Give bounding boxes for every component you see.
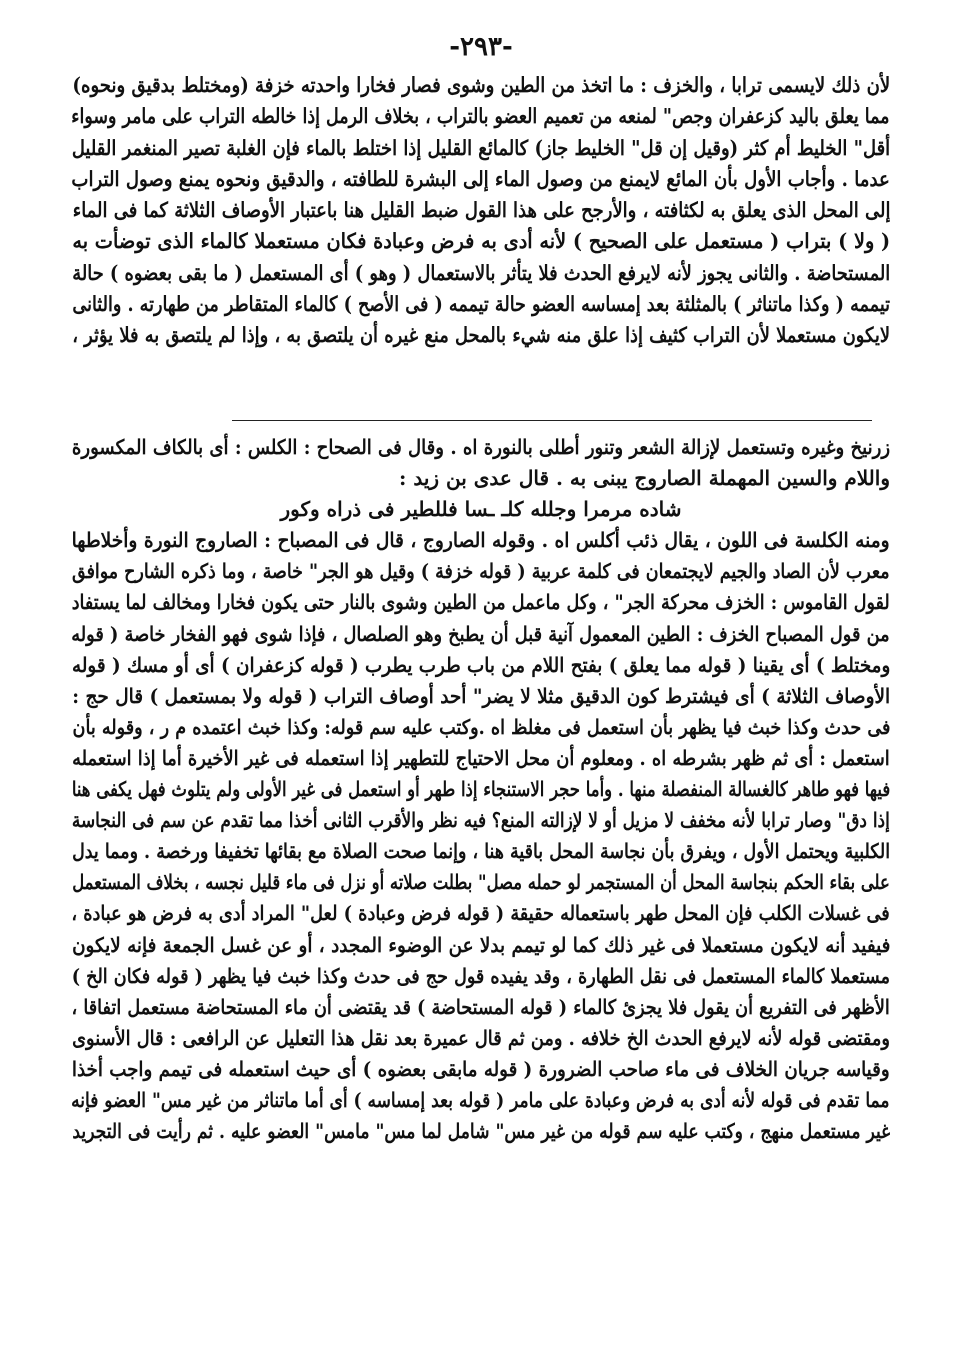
main-text-line: المستحاضة . والثانى يجوز لأنه لايرفع الحدث فلا يتأثر بالاستعمال ( وهو ) أى المستعمل ( ما بقى بعضوه ) حالة	[72, 260, 890, 285]
main-text-line: مما يعلق باليد كزعفران وجص" لمنعه من تعميم العضو بالتراب ، بخلاف الرمل إذا خالطه التراب على مامر وسواء	[72, 104, 890, 129]
main-text-line: أقل" الخليط أم كثر (وقيل إن قل" الخليط جاز) كالمائع القليل إذا اختلط بالماء فإن الغلبة تصير المنغمر القليل	[72, 135, 890, 160]
commentary-line: معرب لأن الصاد والجيم لايجتمعان فى كلمة عربية ( قوله خزفة ) وقيل هو الجر" خاصة ، وما ذكره الشارح موافق	[72, 559, 890, 584]
commentary-text	[72, 432, 890, 1147]
commentary-line: زرنيخ وغيره وتستعمل لإزالة الشعر وتنور أطلى بالنورة اه . وقال فى الصحاح : الكلس : أى بالكاف المكسورة	[72, 435, 890, 459]
commentary-line: ومنه الكلسة فى اللون ، يقال ذئب أكلس اه . وقوله الصاروج ، قال فى المصباح : الصاروج النورة وأخلاطها	[72, 528, 890, 553]
poetry-verse: شاده مرمرا وجلله كلـ ـسا فللطير فى ذراه وكور	[280, 497, 682, 522]
main-text-line: ( ولا ) بتراب ( مستعمل على الصحيح ) لأنه أدى به فرض وعبادة فكان مستعملا كالماء الذى توضأت به	[72, 229, 890, 254]
main-text-line: تيممه ( وكذا ماتناثر ) بالمثلثة بعد إمساسه العضو حالة تيممه ( فى الأصح ) كالماء المتقاطر من طهارته . والثانى	[72, 292, 890, 317]
commentary-line: الأظهر فى التفريع أن يقول فلا يجزئ كالماء ( قوله المستحاضة ) قد يقتضى أن ماء المستحاضة مستعمل اتفاقا ،	[72, 994, 890, 1019]
commentary-line: واللام والسين المهملة الصاروج يبنى به . قال عدى بن زيد :	[398, 466, 890, 491]
commentary-line: إذا دق" وصار ترابا لأنه مخفف لا مزيل أو لا لإزالته المنع؟ فيه نظر والأقرب الثانى أخذا مما تقدم عن سم فى النجاسة	[72, 808, 890, 833]
commentary-line: الأوصاف الثلاثة ) أى فيشترط كون الدقيق مثلا لا يضر" أحد أوصاف التراب ( قوله ولا بمستعمل ) قال حج :	[72, 683, 890, 708]
main-text	[72, 70, 890, 352]
commentary-line: الكلبية ويحتمل الأول ، ويفرق بأن نجاسة المحل باقية هنا ، وإنما صحت الصلاة مع بقائها تخفيفا ورخصة . ومما يدل	[72, 839, 890, 864]
commentary-line: من قول المصباح الخزف : الطين المعمول آنية قبل أن يطبخ وهو الصلصال ، فإذا شوى فهو الفخار خاصة ( قوله	[72, 621, 890, 646]
commentary-line: فيها فهو طاهر كالغسالة المنفصلة منها . وأما حجر الاستنجاء إذا طهر أو استعمل فى غير الأولى ولم يتلوث فهل يكفى هنا	[72, 777, 890, 802]
commentary-line: استعمل : أى ثم ظهر بشرطه اه . ومعلوم أن محل الاحتياج للتطهير إذا استعمله فى غير الأخيرة أما إذا استعمله	[72, 745, 890, 770]
main-text-line: لايكون مستعملا لأن التراب كثيف إذا علق منه شيء بالمحل منع غيره أن يلتصق به ، وإذا لم يلتصق به فلا يؤثر ،	[72, 323, 890, 348]
commentary-line: مستعملا كالماء المستعمل فى نقل الطهارة ، وقد يفيده قول حج فى حدث وكذا خبث فيا يظهر ( قوله فكان الخ )	[72, 963, 890, 988]
commentary-line: وقياسه جريان الخلاف فى ماء صاحب الضرورة ( قوله مابقى بعضوه ) أى حيث استعمله فى تيمم واجب أخذا	[72, 1056, 890, 1081]
page-number: -٢٩٣-	[449, 32, 513, 62]
commentary-line: على بقاء الحكم بنجاسة المحل أن المستجمر لو حمله مصل" بطلت صلاته أو نزل فى ماء قليل نجسه ، بخلاف المستعمل	[72, 870, 890, 895]
main-text-line: لأن ذلك لايسمى ترابا ، والخزف : ما اتخذ من الطين وشوى فصار فخارا واحدته خزفة (ومختلط بدقيق ونحوه)	[72, 73, 890, 97]
commentary-line: ومقتضى قوله لأنه لايرفع الحدث الخ خلافه . ومن ثم قال عميرة بعد نقل هذا التعليل عن الرافعى : قال الأسنوى	[72, 1025, 890, 1050]
commentary-line: فى حدث وكذا خبث فيا يظهر بأن استعمل فى مغلظ اه .وكتب عليه سم قوله: وكذا خبث اعتمده م ر ، وقوله بأن	[72, 714, 890, 739]
commentary-line: غير مستعمل منهج ، وكتب عليه سم قوله من غير مس" شامل لما مس" مامس" العضو عليه . ثم رأيت فى التجريد	[72, 1119, 890, 1144]
footnote-divider	[232, 420, 872, 421]
main-text-line: عدما . وأجاب الأول بأن المائع لايمنع من وصول الماء إلى البشرة للطافته ، والدقيق ونحوه يمنع وصول التراب	[72, 166, 890, 191]
commentary-line: فى غسلات الكلب فإن المحل طهر باستعماله حقيقة ( قوله فرض وعبادة ) لعل" المراد أدى به فرض هو عبادة ،	[72, 901, 890, 926]
commentary-line: مما تقدم فى قوله لأنه أدى به فرض وعبادة على مامر ( قوله بعد إمساسه ) أى أما ماتناثر من غير مس" العضو فإنه	[72, 1087, 890, 1112]
main-text-line: إلى المحل الذى يعلق به لكثافته ، والأرجح على هذا القول ضبط القليل هنا باعتبار الأوصاف الثلاثة كما فى الماء	[72, 198, 890, 223]
commentary-line: لقول القاموس : الخزف محركة الجر" ، وكل ماعمل من الطين وشوى بالنار حتى يكون فخارا ومخالف لما يستفاد	[72, 590, 890, 615]
commentary-line: فيفيد أنه لايكون مستعملا فى غير ذلك كما لو تيمم بدلا عن الوضوء المجدد ، أو عن غسل الجمعة فإنه لايكون	[72, 932, 890, 957]
commentary-line: ومختلط ) أى يقينا ( قوله مما يعلق ) بفتح اللام من باب طرب يطرب ( قوله كزعفران ) أى أو مسك ( قوله	[72, 652, 890, 677]
